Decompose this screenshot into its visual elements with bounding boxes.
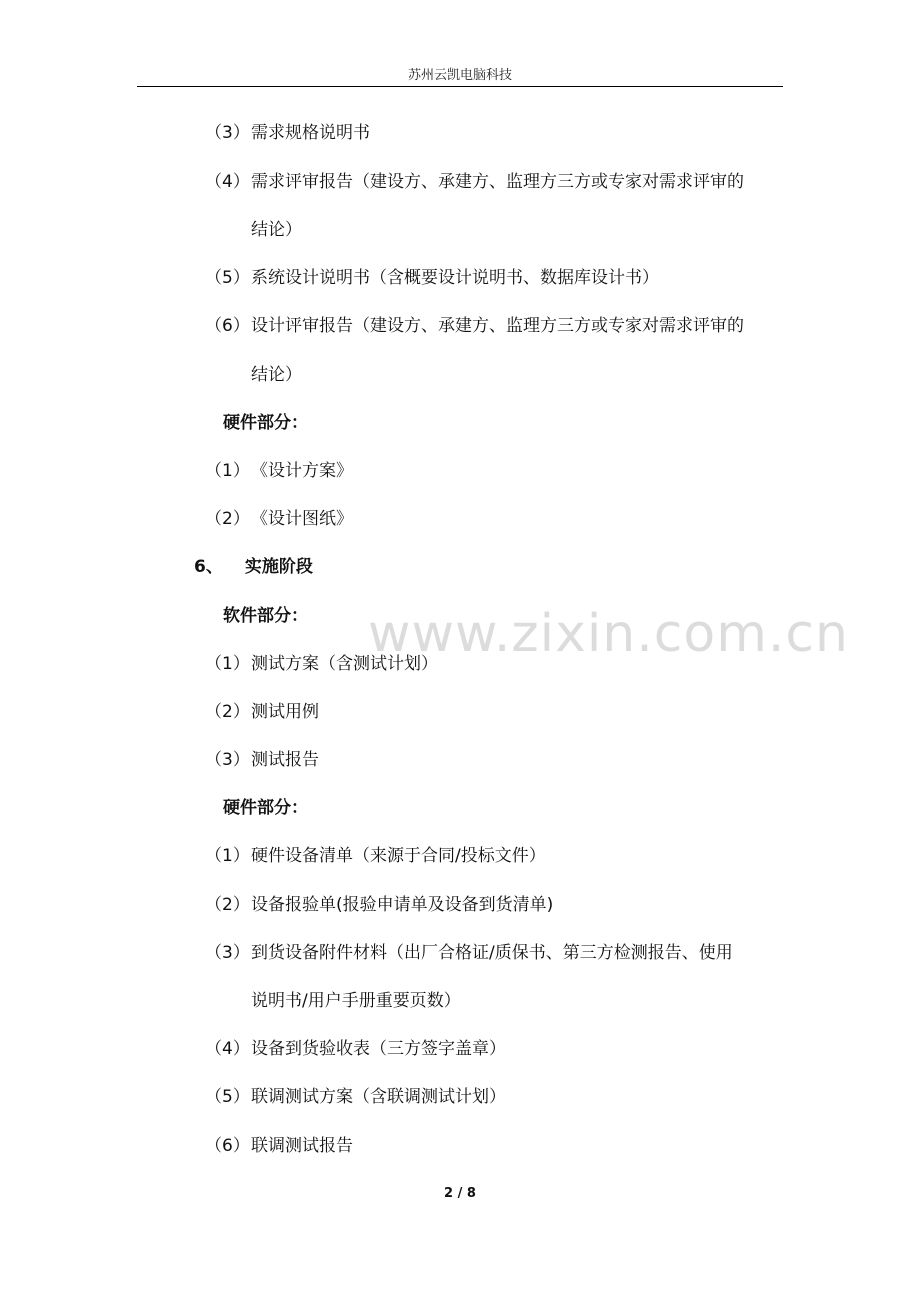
item-number: （3） bbox=[205, 123, 250, 143]
subheading-text: 硬件部分： bbox=[223, 413, 308, 433]
item-number: （1） bbox=[205, 846, 250, 866]
section-heading-text bbox=[194, 556, 313, 578]
item-text: 硬件设备清单（来源于合同/投标文件） bbox=[251, 846, 546, 866]
item-number: （5） bbox=[205, 1087, 250, 1107]
item-number: （3） bbox=[205, 943, 250, 963]
item-text: 需求规格说明书 bbox=[251, 123, 370, 143]
item-text: 需求评审报告（建设方、承建方、监理方三方或专家对需求评审的 bbox=[251, 172, 744, 192]
item-text: 系统设计说明书（含概要设计说明书、数据库设计书） bbox=[251, 268, 659, 288]
subheading-text: 硬件部分： bbox=[223, 798, 308, 818]
item-text: 设备到货验收表（三方签字盖章） bbox=[251, 1039, 506, 1059]
item-text: 设计评审报告（建设方、承建方、监理方三方或专家对需求评审的 bbox=[251, 316, 744, 336]
item-text-continuation: 结论） bbox=[251, 220, 302, 240]
item-text: 联调测试报告 bbox=[251, 1136, 353, 1156]
item-text: 测试用例 bbox=[251, 702, 319, 722]
item-text-continuation: 说明书/用户手册重要页数） bbox=[251, 991, 461, 1011]
subheading-text: 软件部分： bbox=[223, 606, 308, 626]
section-title: 实施阶段 bbox=[244, 557, 313, 577]
item-number: （4） bbox=[205, 172, 250, 192]
item-number: （2） bbox=[205, 702, 250, 722]
item-text: 测试方案（含测试计划） bbox=[251, 654, 438, 674]
item-text: 《设计方案》 bbox=[251, 461, 353, 481]
item-number: （2） bbox=[205, 895, 250, 915]
item-number: （2） bbox=[205, 509, 250, 529]
watermark: www.zixin.com.cn bbox=[368, 604, 849, 664]
section-number: 6、 bbox=[194, 557, 223, 577]
item-number: （1） bbox=[205, 461, 250, 481]
item-text: 测试报告 bbox=[251, 750, 319, 770]
item-text: 设备报验单(报验申请单及设备到货清单) bbox=[251, 895, 554, 915]
item-text-continuation: 结论） bbox=[251, 365, 302, 385]
item-text: 联调测试方案（含联调测试计划） bbox=[251, 1087, 506, 1107]
item-number: （3） bbox=[205, 750, 250, 770]
page-header: 苏州云凯电脑科技 bbox=[407, 68, 512, 83]
item-number: （1） bbox=[205, 654, 250, 674]
item-text: 《设计图纸》 bbox=[251, 509, 353, 529]
item-number: （6） bbox=[205, 316, 250, 336]
page-number: 2 / 8 bbox=[444, 1186, 476, 1201]
item-text: 到货设备附件材料（出厂合格证/质保书、第三方检测报告、使用 bbox=[251, 943, 733, 963]
item-number: （5） bbox=[205, 268, 250, 288]
item-number: （6） bbox=[205, 1136, 250, 1156]
header-rule bbox=[137, 86, 783, 87]
item-number: （4） bbox=[205, 1039, 250, 1059]
